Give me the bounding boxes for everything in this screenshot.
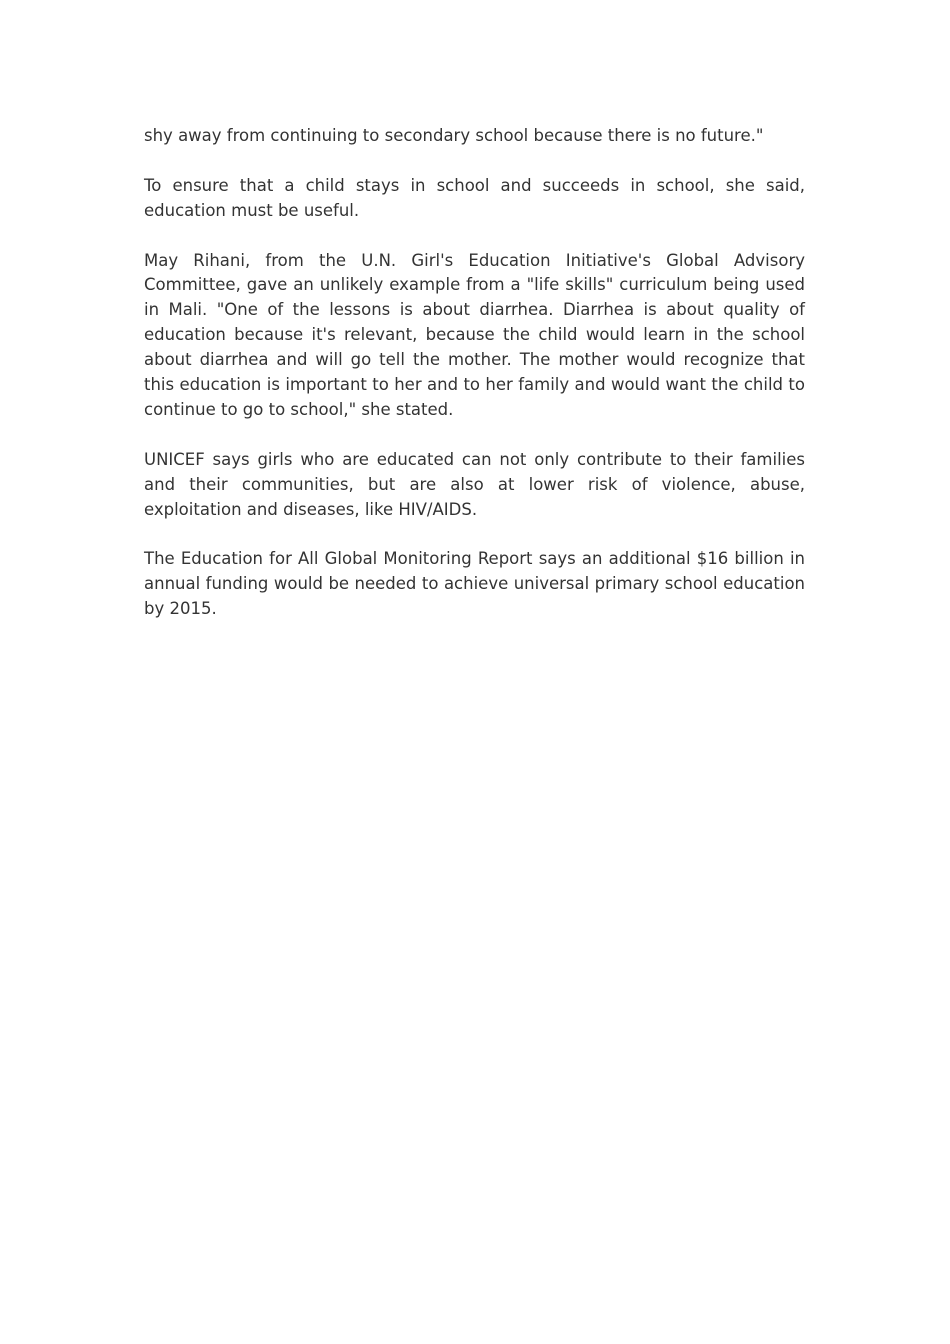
article-body (144, 124, 805, 647)
paragraph-continuation: shy away from continuing to secondary school because there is no future." (144, 126, 764, 145)
paragraph-monitoring-report: The Education for All Global Monitoring Report says an additional $16 billion in annual funding would be needed to achieve universal primary school education by 2015. (144, 549, 805, 619)
paragraph-may-rihani: May Rihani, from the U.N. Girl's Education Initiative's Global Advisory Committee, gave an unlikely example from a "life skills" curriculum being used in Mali. "One of the lessons is about diarrhea. Diarrhea is about quality of education because it's relevant, because the child would learn in the school about diarrhea and will go tell the mother. The mother would recognize that this education is important to her and to her family and would want the child to continue to go to school," she stated. (144, 250, 805, 419)
paragraph-unicef: UNICEF says girls who are educated can not only contribute to their families and their communities, but are also at lower risk of violence, abuse, exploitation and diseases, like HIV/AIDS. (144, 449, 805, 519)
paragraph-education-useful: To ensure that a child stays in school and succeeds in school, she said, education must be useful. (144, 175, 805, 220)
